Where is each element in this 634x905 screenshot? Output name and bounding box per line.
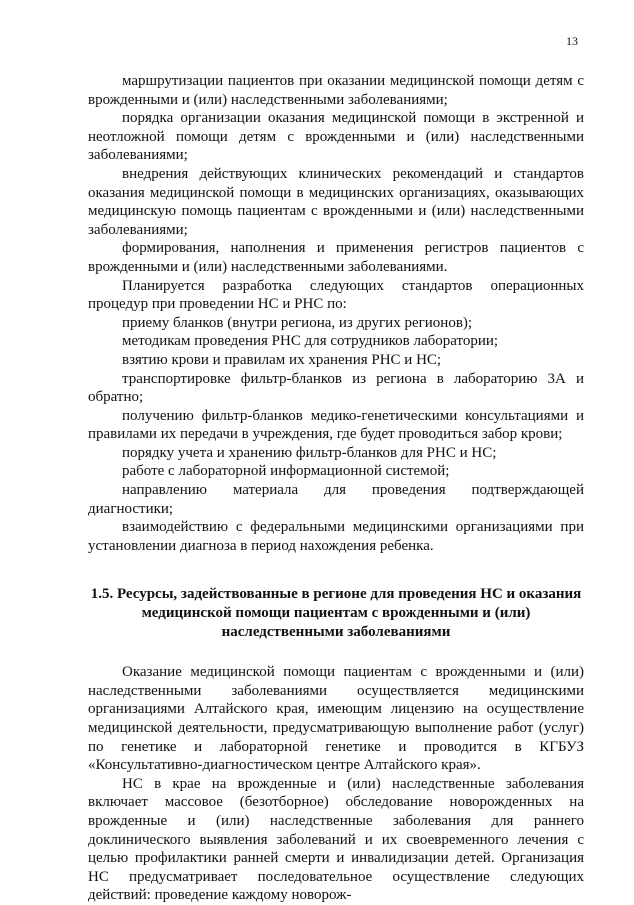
paragraph: маршрутизации пациентов при оказании медицинской помощи детям с врожденными и (или) наследственными заболеваниями; — [88, 73, 584, 108]
paragraph: Планируется разработка следующих стандартов операционных процедур при проведении НС и РНС по: — [88, 277, 584, 313]
list-item: приему бланков (внутри региона, из других регионов); — [122, 314, 473, 331]
body-text — [88, 72, 584, 905]
page-number: 13 — [566, 34, 578, 48]
list-item: взаимодействию с федеральными медицинскими организациями при установлении диагноза в период нахождения ребенка. — [88, 519, 584, 554]
list-item: транспортировке фильтр-бланков из региона в лабораторию 3А и обратно; — [88, 370, 584, 406]
paragraph: Оказание медицинской помощи пациентам с врожденными и (или) наследственными заболеваниями осуществляется медицинскими организациями Алтайского края, имеющим лицензию на осуществление медицинской деятельности, предусматривающую выполнение работ (услуг) по генетике и лабораторной генетике и проводится в КГБУЗ «Консультативно-диагностическом центре Алтайского края». — [88, 664, 584, 774]
list-item: методикам проведения РНС для сотрудников лаборатории; — [122, 333, 499, 350]
paragraph: порядка организации оказания медицинской помощи в экстренной и неотложной помощи детям с врожденными и (или) наследственными заболеваниями; — [88, 110, 584, 164]
list-item: работе с лабораторной информационной системой; — [122, 463, 450, 480]
paragraph: формирования, наполнения и применения регистров пациентов с врожденными и (или) наследственными заболеваниями. — [88, 240, 584, 275]
section-heading: 1.5. Ресурсы, задействованные в регионе для проведения НС и оказания медицинской помощи пациентам с врожденными и (или) наследственными заболеваниями — [90, 586, 582, 640]
list-item: порядку учета и хранению фильтр-бланков для РНС и НС; — [122, 444, 497, 461]
list-item: взятию крови и правилам их хранения РНС и НС; — [122, 351, 442, 368]
paragraph: внедрения действующих клинических рекомендаций и стандартов оказания медицинской помощи в медицинских организациях, оказывающих медицинскую помощь пациентам с врожденными и (или) наследственными заболеваниями; — [88, 165, 584, 238]
list-item: направлению материала для проведения подтверждающей диагностики; — [88, 482, 584, 517]
paragraph: НС в крае на врожденные и (или) наследственные заболевания включает массовое (безотборное) обследование новорожденных на врожденные и (или) наследственные заболевания для раннего доклинического выявления заболеваний и их своевременного лечения с целью профилактики ранней смерти и инвалидизации детей. Организация НС предусматривает последовательное осуществление следующих действий: проведение каждому новорож- — [88, 775, 584, 904]
list-item: получению фильтр-бланков медико-генетическими консультациями и правилами их передачи в учреждения, где будет проводиться забор крови; — [88, 407, 584, 443]
